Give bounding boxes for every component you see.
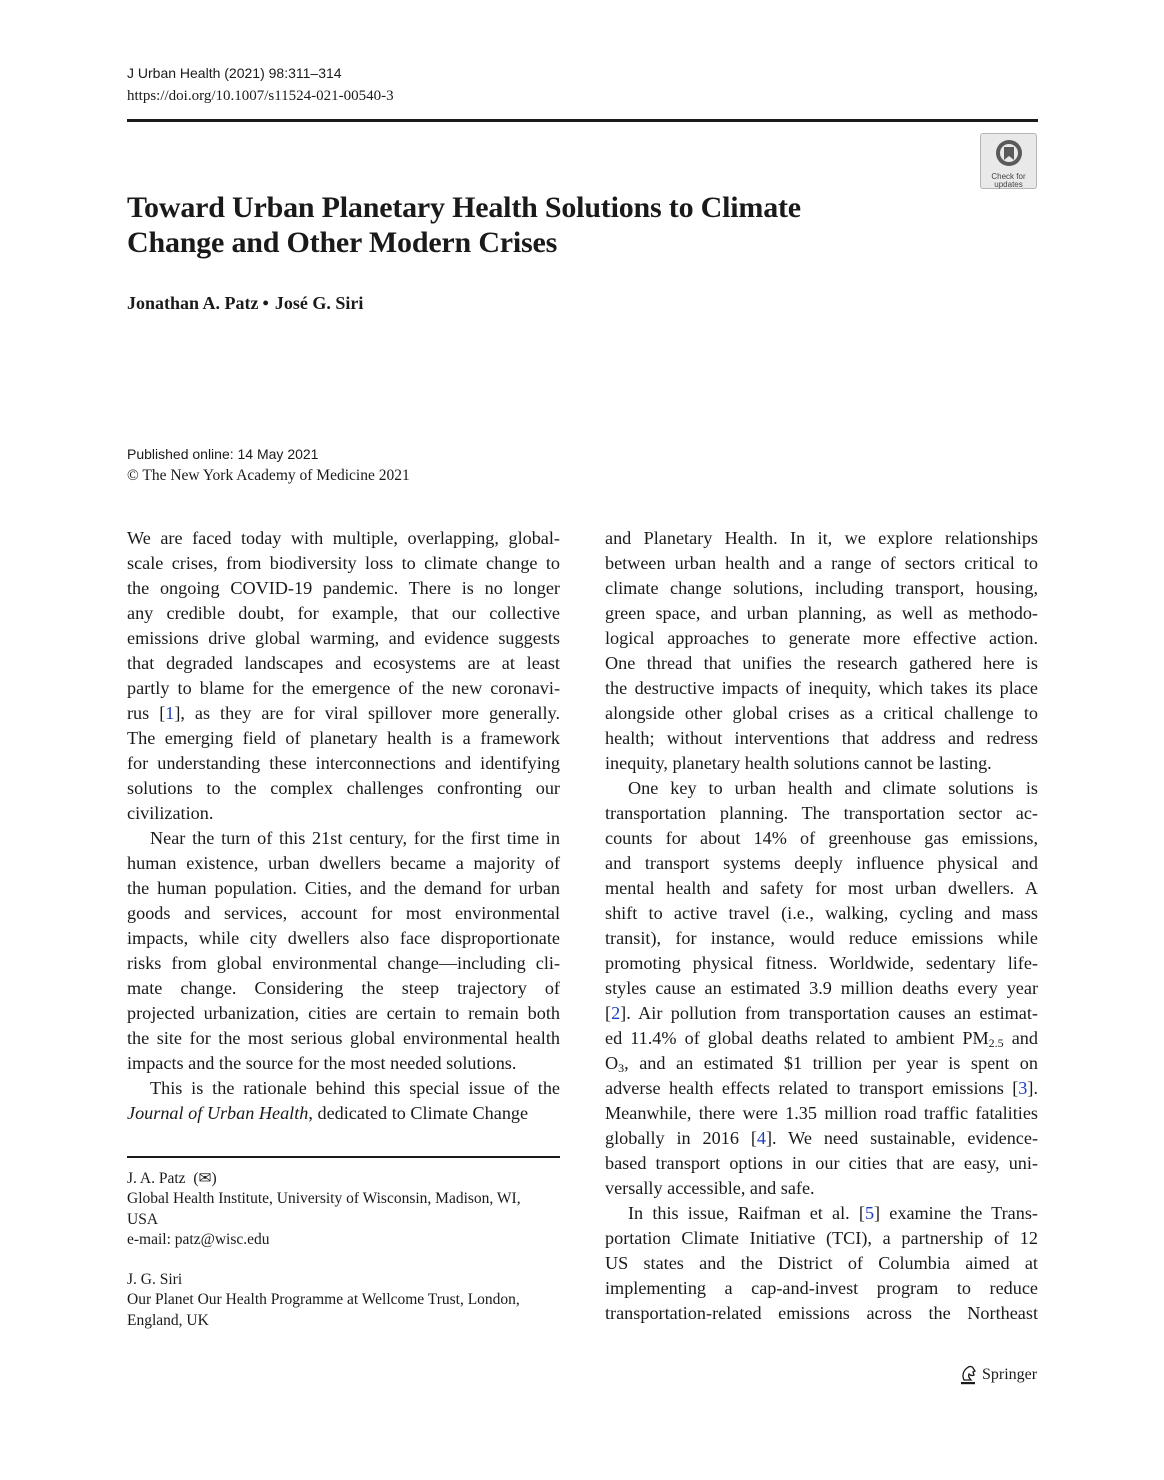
text-line: scale crises, from biodiversity loss to climate change to [127,553,560,573]
text-line: green space, and urban planning, as well as methodo- [605,603,1038,623]
affiliation-line: USA [127,1210,159,1228]
text-line: climate change solutions, including transport, housing, [605,578,1038,598]
check-updates-label-1: Check for [991,172,1026,181]
text-line: the human population. Cities, and the demand for urban [127,878,560,898]
text-line: Near the turn of this 21st century, for the first time in [150,828,560,848]
check-for-updates-badge[interactable] [980,133,1037,189]
title-line: Toward Urban Planetary Health Solutions to Climate [127,191,801,224]
text-line: mental health and safety for most urban dwellers. A [605,878,1038,898]
text-line: based transport options in our cities that are easy, uni- [605,1153,1038,1173]
affiliation-name: J. G. Siri [127,1271,183,1289]
text-line: impacts, while city dwellers also face disproportionate [127,928,560,948]
text-line: We are faced today with multiple, overlapping, global- [127,528,560,548]
affiliation-divider [127,1156,560,1158]
citation-link-3[interactable]: 3 [1018,1078,1028,1098]
text-line: portation Climate Initiative (TCI), a partnership of 12 [605,1228,1038,1248]
check-updates-icon [994,138,1024,168]
published-date: Published online: 14 May 2021 [127,446,319,462]
text-fragment: ]. Air pollution from transportation causes an estimat- [620,1003,1038,1023]
text-line: any credible doubt, for example, that our collective [127,603,560,623]
text-line [605,1201,1038,1226]
text-fragment: ed 11.4% of global deaths related to ambient PM [605,1028,989,1048]
pm-subscript: 2.5 [988,1036,1004,1050]
journal-citation: J Urban Health (2021) 98:311–314 [127,65,342,81]
text-line: US states and the District of Columbia aimed at [605,1253,1038,1273]
text-fragment: O [605,1053,619,1073]
article-title [127,190,801,260]
text-line: transportation-related emissions across the Northeast [605,1303,1038,1323]
text-line: This is the rationale behind this special issue of the [150,1078,560,1098]
text-line: and Planetary Health. In it, we explore relationships [605,528,1038,548]
journal-name-italic: Journal of Urban Health [127,1103,309,1123]
text-line: One key to urban health and climate solutions is [628,778,1038,798]
text-line: inequity, planetary health solutions cannot be lasting. [605,753,992,773]
text-line: and transport systems deeply influence physical and [605,853,1038,873]
text-line: Meanwhile, there were 1.35 million road traffic fatalities [605,1103,1038,1123]
text-line [605,1026,1038,1051]
header-divider [127,119,1038,122]
affiliation-name: J. A. Patz [127,1170,186,1187]
text-fragment: , and an estimated $1 trillion per year is spent on [624,1053,1038,1073]
text-line: the site for the most serious global environmental health [127,1028,560,1048]
check-updates-label-2: updates [994,180,1023,189]
text-line: human existence, urban dwellers became a majority of [127,853,560,873]
text-fragment: ]. [1027,1078,1038,1098]
text-line: goods and services, account for most environmental [127,903,560,923]
text-line [605,1001,1038,1026]
springer-horse-icon [958,1364,978,1386]
doi-link[interactable]: https://doi.org/10.1007/s11524-021-00540-3 [127,88,394,104]
text-line: styles cause an estimated 3.9 million deaths every year [605,978,1038,998]
text-fragment: In this issue, Raifman et al. [ [628,1203,865,1223]
title-line: Change and Other Modern Crises [127,226,558,259]
author-name[interactable]: Jonathan A. Patz [127,293,259,313]
text-line: transit), for instance, would reduce emissions while [605,928,1038,948]
text-line: partly to blame for the emergence of the new coronavi- [127,678,560,698]
text-line: implementing a cap-and-invest program to reduce [605,1278,1038,1298]
text-line: promoting physical fitness. Worldwide, sedentary life- [605,953,1038,973]
text-line: One thread that unifies the research gathered here is [605,653,1038,673]
text-line: solutions to the complex challenges confronting our [127,778,560,798]
citation-link-4[interactable]: 4 [756,1128,766,1148]
text-line: impacts and the source for the most needed solutions. [127,1053,517,1073]
text-fragment: rus [ [127,703,166,723]
text-line: for understanding these interconnections and identifying [127,753,560,773]
text-line: transportation planning. The transportation sector ac- [605,803,1038,823]
text-line: risks from global environmental change—including cli- [127,953,560,973]
author-email[interactable]: e-mail: patz@wisc.edu [127,1230,270,1248]
text-line: between urban health and a range of sectors critical to [605,553,1038,573]
text-line [127,701,560,726]
text-line: civilization. [127,803,214,823]
affiliation-line: Global Health Institute, University of Wisconsin, Madison, WI, [127,1190,521,1208]
affiliation-line: Our Planet Our Health Programme at Wellcome Trust, London, [127,1291,520,1309]
citation-link-2[interactable]: 2 [611,1003,621,1023]
text-fragment: , dedicated to Climate Change [308,1103,529,1123]
text-fragment: and [1003,1028,1038,1048]
citation-link-5[interactable]: 5 [864,1203,875,1223]
affiliation-author [127,1169,521,1189]
body-right-column [605,526,1038,1326]
text-fragment: adverse health effects related to transport emissions [ [605,1078,1019,1098]
text-line [605,1126,1038,1151]
text-line: the ongoing COVID-19 pandemic. There is no longer [127,578,560,598]
text-fragment: ], as they are for viral spillover more generally. [174,703,560,723]
o3-subscript: 3 [618,1061,625,1075]
text-line: that degraded landscapes and ecosystems are at least [127,653,560,673]
text-fragment: ] examine the Trans- [874,1203,1038,1223]
copyright-notice: © The New York Academy of Medicine 2021 [127,467,410,484]
text-fragment: globally in 2016 [ [605,1128,757,1148]
citation-link-1[interactable]: 1 [165,703,175,723]
envelope-icon[interactable]: (✉) [193,1170,217,1187]
affiliations [127,1169,521,1331]
text-line [605,1051,1038,1076]
text-line [605,1076,1038,1101]
author-name[interactable]: José G. Siri [274,293,364,313]
author-list [127,293,363,314]
text-line: mate change. Considering the steep trajectory of [127,978,560,998]
text-line: versally accessible, and safe. [605,1178,815,1198]
text-fragment: [ [605,1003,612,1023]
text-line: alongside other global crises as a critical challenge to [605,703,1038,723]
author-separator: • [262,293,269,313]
springer-logo [958,1364,1037,1386]
text-line: counts for about 14% of greenhouse gas emissions, [605,828,1038,848]
text-line: the destructive impacts of inequity, which takes its place [605,678,1038,698]
text-line: emissions drive global warming, and evidence suggests [127,628,560,648]
text-line: health; without interventions that address and redress [605,728,1038,748]
body-left-column [127,526,560,1126]
text-line: logical approaches to generate more effective action. [605,628,1038,648]
publisher-name: Springer [982,1366,1038,1383]
text-line: projected urbanization, cities are certain to remain both [127,1003,560,1023]
text-line: The emerging field of planetary health is a framework [127,728,560,748]
text-line: shift to active travel (i.e., walking, cycling and mass [605,903,1038,923]
affiliation-line: England, UK [127,1311,209,1329]
text-fragment: ]. We need sustainable, evidence- [765,1128,1039,1148]
text-line [127,1101,560,1126]
